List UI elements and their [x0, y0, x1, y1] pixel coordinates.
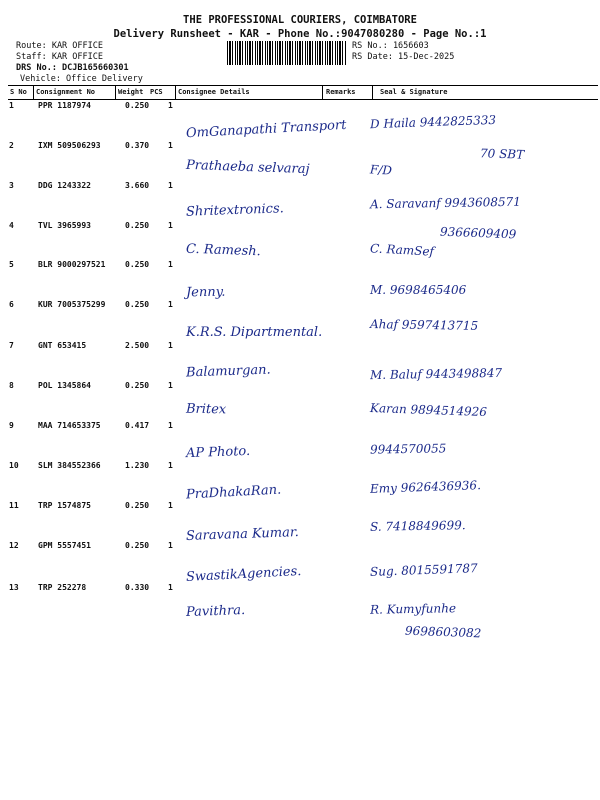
row-serial: 1	[9, 101, 14, 110]
consignee-handwritten: OmGanapathi Transport	[185, 117, 347, 142]
signature-handwritten: Ahaf 9597413715	[369, 317, 479, 333]
row-weight: 0.250	[125, 221, 150, 230]
col-pcs: PCS	[150, 88, 163, 96]
row-serial: 12	[9, 541, 19, 550]
row-pcs: 1	[168, 501, 173, 510]
row-serial: 10	[9, 461, 19, 470]
vehicle-label: Vehicle: Office Delivery	[20, 74, 143, 84]
consignment-number: GNT 653415	[38, 341, 87, 350]
row-serial: 8	[9, 381, 14, 390]
row-pcs: 1	[168, 461, 173, 470]
row-weight: 0.250	[125, 101, 150, 110]
signature-handwritten: Emy 9626436936.	[369, 478, 482, 496]
col-consignee: Consignee Details	[178, 88, 250, 96]
row-weight: 0.417	[125, 421, 150, 430]
row-pcs: 1	[168, 141, 173, 150]
row-pcs: 1	[168, 181, 173, 190]
signature-handwritten: S. 7418849699.	[369, 518, 466, 534]
row-weight: 0.250	[125, 300, 150, 309]
rs-number: RS No.: 1656603	[352, 41, 429, 51]
row-weight: 0.250	[125, 381, 150, 390]
col-divider	[322, 86, 323, 100]
row-serial: 7	[9, 341, 14, 350]
row-weight: 0.250	[125, 501, 150, 510]
consignee-handwritten: Saravana Kumar.	[185, 525, 300, 544]
row-pcs: 1	[168, 221, 173, 230]
consignee-handwritten: PraDhakaRan.	[185, 482, 282, 503]
row-pcs: 1	[168, 421, 173, 430]
staff-label: Staff: KAR OFFICE	[16, 52, 103, 62]
row-pcs: 1	[168, 300, 173, 309]
col-remarks: Remarks	[326, 88, 356, 96]
row-weight: 3.660	[125, 181, 150, 190]
signature-handwritten: D Haila 9442825333	[369, 112, 497, 132]
col-weight: Weight	[118, 88, 144, 96]
signature-handwritten: M. Baluf 9443498847	[369, 365, 503, 383]
row-serial: 3	[9, 181, 14, 190]
consignment-number: TRP 1574875	[38, 501, 91, 510]
row-serial: 6	[9, 300, 14, 309]
row-weight: 1.230	[125, 461, 150, 470]
signature-handwritten: Karan 9894514926	[369, 400, 488, 420]
signature-handwritten: 9944570055	[369, 441, 447, 457]
drs-number: DRS No.: DCJB165660301	[16, 63, 129, 73]
handwritten-note: 9698603082	[404, 623, 482, 641]
consignee-handwritten: SwastikAgencies.	[185, 563, 302, 586]
row-pcs: 1	[168, 101, 173, 110]
consignment-number: IXM 509506293	[38, 141, 101, 150]
col-sno: S No	[10, 88, 27, 96]
consignee-handwritten: Prathaeba selvaraj	[185, 157, 310, 178]
consignment-number: MAA 714653375	[38, 421, 101, 430]
route-label: Route: KAR OFFICE	[16, 41, 103, 51]
consignee-handwritten: Balamurgan.	[185, 362, 271, 381]
col-divider	[33, 86, 34, 100]
row-pcs: 1	[168, 341, 173, 350]
signature-handwritten: F/D	[369, 162, 393, 178]
rs-date: RS Date: 15-Dec-2025	[352, 52, 455, 62]
handwritten-note: 9366609409	[439, 224, 517, 242]
consignment-number: BLR 9000297521	[38, 260, 106, 269]
row-serial: 5	[9, 260, 14, 269]
signature-handwritten: M. 9698465406	[370, 283, 467, 297]
barcode	[227, 41, 347, 65]
consignment-number: KUR 7005375299	[38, 300, 106, 309]
consignee-handwritten: C. Ramesh.	[185, 241, 262, 260]
row-serial: 13	[9, 583, 19, 592]
handwritten-note: 70 SBT	[479, 146, 525, 162]
row-weight: 0.370	[125, 141, 150, 150]
row-weight: 0.250	[125, 260, 150, 269]
row-pcs: 1	[168, 381, 173, 390]
runsheet-subtitle: Delivery Runsheet - KAR - Phone No.:9047080280 - Page No.:1	[113, 28, 487, 40]
consignment-number: SLM 384552366	[38, 461, 101, 470]
row-serial: 2	[9, 141, 14, 150]
runsheet-title: THE PROFESSIONAL COURIERS, COIMBATORE	[183, 14, 417, 26]
row-serial: 9	[9, 421, 14, 430]
signature-handwritten: C. RamSef	[369, 241, 435, 259]
signature-handwritten: R. Kumyfunhe	[369, 601, 457, 617]
consignee-handwritten: Pavithra.	[185, 602, 246, 621]
row-serial: 4	[9, 221, 14, 230]
consignee-handwritten: AP Photo.	[185, 443, 251, 462]
consignee-handwritten: Britex	[185, 401, 227, 418]
row-weight: 0.250	[125, 541, 150, 550]
row-pcs: 1	[168, 583, 173, 592]
row-weight: 0.330	[125, 583, 150, 592]
col-divider	[175, 86, 176, 100]
col-seal: Seal & Signature	[380, 88, 448, 96]
consignment-number: GPM 5557451	[38, 541, 91, 550]
row-serial: 11	[9, 501, 19, 510]
consignment-number: PPR 1187974	[38, 101, 91, 110]
row-pcs: 1	[168, 260, 173, 269]
consignment-number: DDG 1243322	[38, 181, 91, 190]
consignment-number: POL 1345864	[38, 381, 91, 390]
table-top-rule	[8, 85, 598, 86]
col-consignment: Consignment No	[36, 88, 96, 96]
col-divider	[115, 86, 116, 100]
signature-handwritten: A. Saravanf 9943608571	[369, 194, 521, 212]
table-header-rule	[8, 99, 598, 100]
row-weight: 2.500	[125, 341, 150, 350]
col-divider	[372, 86, 373, 100]
signature-handwritten: Sug. 8015591787	[369, 561, 478, 579]
consignment-number: TVL 3965993	[38, 221, 91, 230]
consignee-handwritten: Shritextronics.	[185, 201, 285, 220]
row-pcs: 1	[168, 541, 173, 550]
consignee-handwritten: K.R.S. Dipartmental.	[186, 325, 323, 340]
consignee-handwritten: Jenny.	[185, 284, 226, 301]
consignment-number: TRP 252278	[38, 583, 87, 592]
